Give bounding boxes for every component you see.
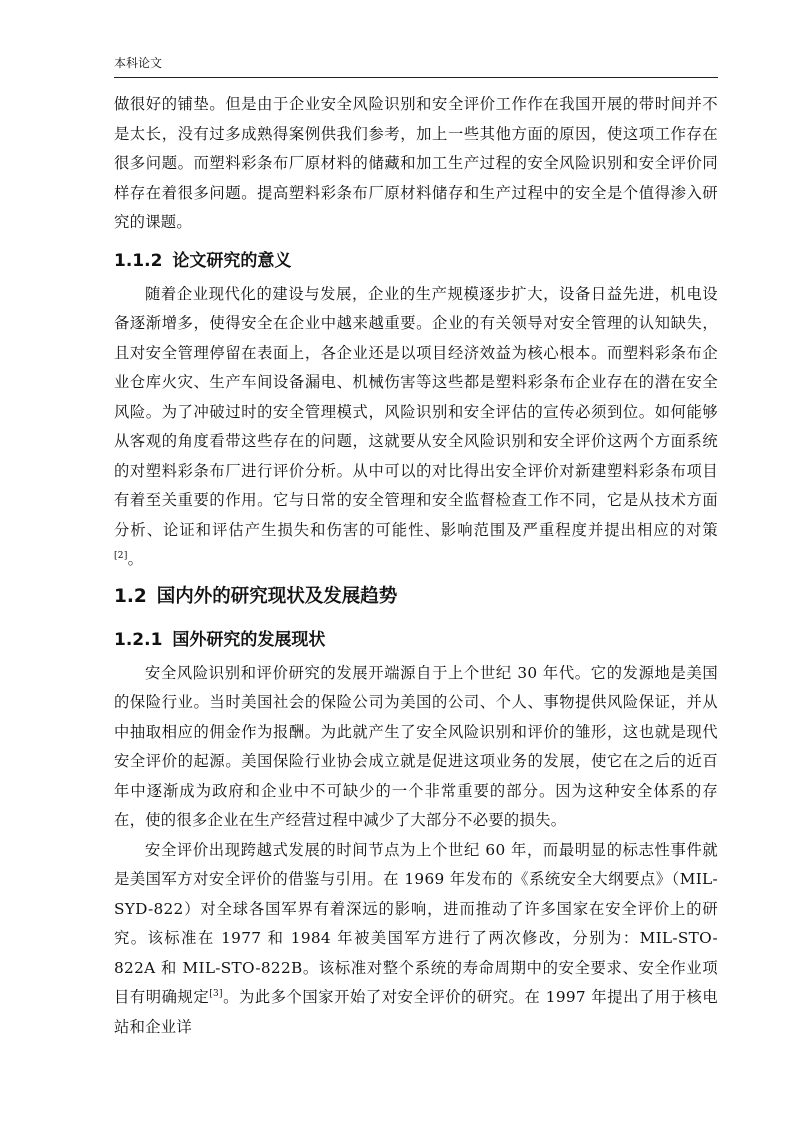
document-body <box>114 90 718 1042</box>
section-heading-1-1-2 <box>114 244 718 278</box>
page-header <box>114 55 718 78</box>
paragraph-foreign-development <box>114 836 718 1043</box>
section-heading-1-2 <box>114 577 718 617</box>
section-title: 国内外的研究现状及发展趋势 <box>156 585 398 607</box>
paragraph-text: 随着企业现代化的建设与发展，企业的生产规模逐步扩大，设备日益先进，机电设备逐渐增多，使得安全在企业中越来越重要。企业的有关领导对安全管理的认知缺失，且对安全管理停留在表面上，各企业还是以项目经济效益为核心根本。而塑料彩条布企业仓库火灾、生产车间设备漏电、机械伤害等这些都是塑料彩条布企业存在的潜在安全风险。为了冲破过时的安全管理模式，风险识别和安全评估的宣传必须到位。如何能够从客观的角度看带这些存在的问题，这就要从安全风险识别和安全评价这两个方面系统的对塑料彩条布厂进行评价分析。从中可以的对比得出安全评价对新建塑料彩条布项目有着至关重要的作用。它与日常的安全管理和安全监督检查工作不同，它是从技术方面分析、论证和评估产生损失和伤害的可能性、影响范围及严重程度并提出相应的对策 <box>114 284 718 539</box>
section-heading-1-2-1 <box>114 623 718 657</box>
paragraph-significance <box>114 280 718 575</box>
section-title: 论文研究的意义 <box>172 250 292 271</box>
section-number: 1.2.1 <box>114 629 163 650</box>
section-title: 国外研究的发展现状 <box>172 629 326 650</box>
section-number: 1.1.2 <box>114 250 163 271</box>
paragraph-text-continued: 。为此多个国家开始了对安全评价的研究。在 1997 年提出了用于核电站和企业详 <box>114 988 718 1036</box>
citation-ref: [3] <box>209 989 223 999</box>
paragraph-text: 安全评价出现跨越式发展的时间节点为上个世纪 60 年，而最明显的标志性事件就是美国军方对安全评价的借鉴与引用。在 1969 年发布的《系统安全大纲要点》（MIL-SYD-822）对全球各国军界有着深远的影响，进而推动了许多国家在安全评价上的研究。该标准在 1977 和 1984 年被美国军方进行了两次修改，分别为：MIL-STO-822A 和 MIL-STO-822B。该标准对整个系统的寿命周期中的安全要求、安全作业项目有明确规定 <box>114 840 718 1006</box>
paragraph-end: 。 <box>127 550 144 568</box>
paragraph-foreign-origin: 安全风险识别和评价研究的发展开端源自于上个世纪 30 年代。它的发源地是美国的保险行业。当时美国社会的保险公司为美国的公司、个人、事物提供风险保证，并从中抽取相应的佣金作为报酬。为此就产生了安全风险识别和评价的雏形，这也就是现代安全评价的起源。美国保险行业协会成立就是促进这项业务的发展，使它在之后的近百年中逐渐成为政府和企业中不可缺少的一个非常重要的部分。因为这种安全体系的存在，使的很多企业在生产经营过程中减少了大部分不必要的损失。 <box>114 663 718 829</box>
paragraph-continued: 做很好的铺垫。但是由于企业安全风险识别和安全评价工作作在我国开展的带时间并不是太长，没有过多成熟得案例供我们参考，加上一些其他方面的原因，使这项工作存在很多问题。而塑料彩条布厂原材料的储藏和加工生产过程的安全风险识别和安全评价同样存在着很多问题。提高塑料彩条布厂原材料储存和生产过程中的安全是个值得渗入研究的课题。 <box>114 95 718 231</box>
citation-ref: [2] <box>114 551 128 561</box>
section-number: 1.2 <box>114 585 147 607</box>
header-title: 本科论文 <box>114 56 163 70</box>
